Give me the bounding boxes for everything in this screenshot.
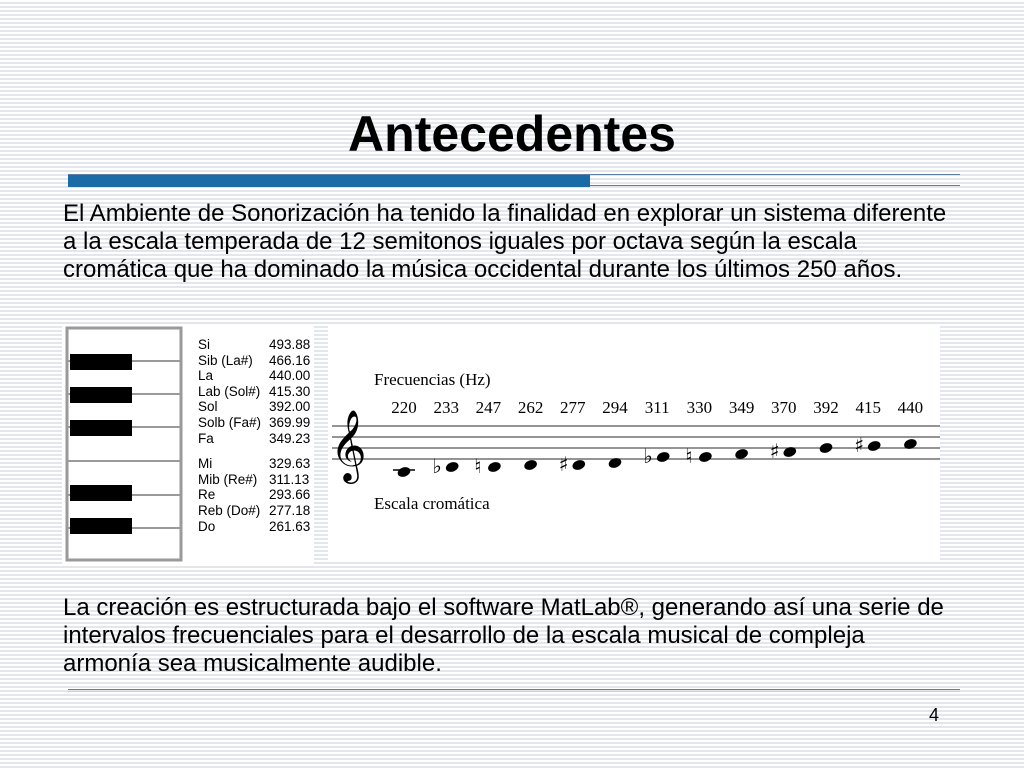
note-frequency: 466.16 — [269, 352, 311, 368]
note-name: Si — [198, 337, 211, 352]
accidental: ♯ — [558, 452, 569, 476]
accidental: ♭ — [643, 444, 653, 468]
title-accent-bar — [68, 175, 590, 187]
note-name: Sol — [198, 399, 218, 415]
treble-clef-icon: 𝄞 — [330, 408, 367, 481]
slide-title: Antecedentes — [348, 106, 676, 162]
frequency-label: 247 — [475, 398, 502, 417]
note-name: Mib (Re#) — [198, 471, 258, 487]
note-frequency: 293.66 — [269, 487, 311, 503]
matlab-paragraph: La creación es estructurada bajo el software MatLab®, generando así una serie de intervalos frecuenciales para el desarrollo de la escala musical de compleja armonía sea musicalmente audible. — [63, 594, 944, 677]
frequency-label: 392 — [813, 398, 839, 417]
accidental: ♮ — [474, 454, 482, 478]
note-head — [571, 458, 586, 471]
note-head — [487, 460, 502, 473]
note-head — [656, 450, 671, 463]
note-head — [698, 450, 713, 463]
note-name: Reb (Do#) — [198, 502, 261, 518]
note-frequency: 440.00 — [269, 368, 311, 384]
accidental: ♭ — [432, 454, 442, 478]
frequency-label: 349 — [728, 398, 755, 417]
note-frequency: 277.18 — [269, 502, 311, 518]
note-name: Re — [198, 487, 216, 503]
accidental: ♮ — [685, 444, 693, 468]
note-name: Lab (Sol#) — [198, 383, 261, 399]
accidental: ♯ — [769, 439, 780, 463]
intro-paragraph: El Ambiente de Sonorización ha tenido la finalidad en explorar un sistema diferente a la escala temperada de 12 semitonos iguales por octava según la escala cromática que ha dominado la música occidental durante los últimos 250 años. — [63, 200, 947, 283]
frequency-label: 277 — [560, 398, 586, 417]
note-head — [523, 458, 538, 471]
frequency-label: 415 — [855, 398, 881, 417]
note-frequency: 349.23 — [269, 430, 311, 446]
note-frequency: 369.99 — [269, 414, 311, 430]
note-frequency: 392.00 — [269, 399, 311, 415]
frequencies-title: Frecuencias (Hz) — [374, 370, 491, 389]
note-frequency: 493.88 — [269, 337, 311, 352]
note-name: La — [198, 368, 214, 384]
frequency-label: 262 — [517, 398, 544, 417]
note-frequency: 311.13 — [269, 471, 310, 487]
note-name: Mi — [198, 456, 213, 472]
note-name: Sib (La#) — [198, 352, 253, 368]
title-rule-thin — [590, 185, 960, 186]
footer-rule-shadow — [68, 691, 960, 692]
note-name: Do — [198, 518, 216, 534]
note-frequency: 415.30 — [269, 383, 311, 399]
frequency-label: 233 — [433, 398, 459, 417]
frequency-label: 220 — [391, 398, 417, 417]
note-head — [867, 439, 882, 452]
staff-drawing — [328, 326, 940, 562]
piano-keyboard-figure — [62, 325, 314, 565]
frequency-label: 311 — [644, 398, 670, 417]
note-name: Solb (Fa#) — [198, 414, 262, 430]
note-frequency: 261.63 — [269, 518, 311, 534]
accidental: ♯ — [854, 433, 864, 457]
frequency-label: 440 — [897, 398, 924, 417]
note-name: Fa — [198, 430, 214, 446]
footer-rule — [68, 689, 960, 690]
note-head — [396, 465, 411, 478]
frequency-label: 294 — [602, 398, 628, 417]
frequency-label: 370 — [771, 398, 797, 417]
note-head — [818, 441, 833, 454]
note-frequency: 329.63 — [269, 456, 311, 472]
page-number: 4 — [928, 705, 939, 725]
note-head — [445, 460, 460, 473]
frequency-label: 330 — [686, 398, 713, 417]
chromatic-scale-label: Escala cromática — [374, 494, 490, 513]
chromatic-scale-figure — [328, 326, 940, 562]
